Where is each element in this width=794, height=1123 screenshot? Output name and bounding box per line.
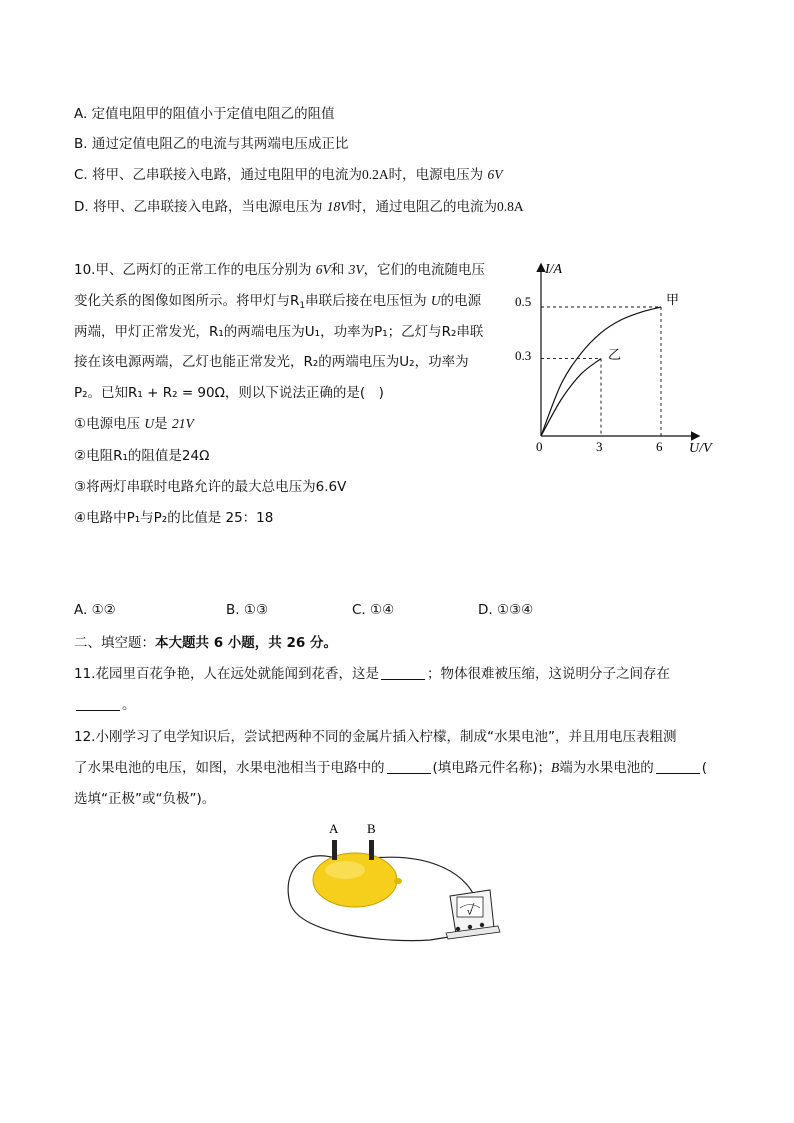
q12-blank-1[interactable] (387, 759, 431, 774)
q10-l1-d: 3V (348, 262, 364, 277)
q10-line-1 (74, 260, 485, 280)
q12-line-2 (74, 758, 707, 778)
q9-d-mid: 时，通过电阻乙的电流为 (348, 199, 498, 215)
q9-option-b: B. 通过定值电阻乙的电流与其两端电压成正比 (74, 136, 349, 152)
x-tick-label-6: 6 (656, 439, 663, 454)
q12-blank-2[interactable] (656, 759, 700, 774)
q10-l1-a: 10.甲、乙两灯的正常工作的电压分别为 (74, 262, 316, 278)
q10-l2-sub: 1 (299, 301, 306, 311)
label-b: B (367, 821, 376, 836)
q12-text-d: B (551, 760, 560, 775)
q10-line-5: P₂。已知R₁ + R₂ = 90Ω，则以下说法正确的是( ) (74, 385, 384, 401)
metal-plate-a (332, 840, 337, 860)
q12-line-3: 选填“正极”或“负极”)。 (74, 791, 216, 807)
q10-line-2 (74, 291, 481, 316)
x-axis-label: U/V (689, 441, 712, 456)
q10-l2-c: U (430, 293, 441, 308)
q12-text-f: ( (701, 760, 708, 776)
lemon (313, 853, 397, 907)
lemon-tip (394, 878, 402, 884)
q10-statement-2: ②电阻R₁的阻值是24Ω (74, 448, 210, 464)
q10-l2-b: 串联后接在电压恒为 (305, 293, 431, 309)
curve-label-yi: 乙 (608, 348, 622, 363)
q9-d-voltage: 18V (326, 199, 349, 214)
q10-s1-c: 是 (154, 416, 172, 432)
q10-l2-a: 变化关系的图像如图所示。将甲灯与R (74, 293, 300, 309)
q12-text-e: 端为水果电池的 (559, 760, 654, 776)
y-tick-label-0-5: 0.5 (515, 294, 532, 309)
voltmeter (446, 890, 500, 939)
label-a: A (329, 821, 339, 836)
iu-graph (505, 255, 735, 460)
q9-c-current: 0.2A (362, 167, 389, 182)
x-tick-label-3: 3 (596, 439, 603, 454)
lemon-battery-figure (280, 818, 510, 953)
q10-choice-b: B. ①③ (226, 602, 269, 618)
metal-plate-b (369, 840, 374, 860)
q11-text-a: 11.花园里百花争艳，人在远处就能闻到花香，这是 (74, 666, 379, 682)
lemon-highlight (325, 861, 365, 879)
q10-l2-d: 的电源 (440, 293, 482, 309)
q10-choice-c: C. ①④ (352, 602, 395, 618)
curve-series-1 (541, 359, 601, 436)
q11-blank-2[interactable] (76, 696, 120, 711)
section-2-desc: 本大题共 6 小题，共 26 分。 (155, 635, 337, 651)
section-2-title: 二、填空题： (74, 635, 155, 651)
q9-option-c (74, 165, 502, 185)
q10-s1-a: ①电源电压 (74, 416, 145, 432)
q10-s1-d: 21V (171, 416, 194, 431)
q10-l1-e: ，它们的电流随电压 (363, 262, 486, 278)
q10-s1-b: U (144, 416, 155, 431)
q12-text-c: (填电路元件名称)； (432, 760, 552, 776)
q10-line-3: 两端，甲灯正常发光，R₁的两端电压为U₁，功率为P₁；乙灯与R₂串联 (74, 324, 484, 340)
y-tick-label-0-3: 0.3 (515, 348, 532, 363)
voltmeter-v-label: V (467, 909, 473, 917)
q9-d-current: 0.8A (497, 199, 524, 214)
q10-choice-a: A. ①② (74, 602, 116, 618)
origin-label: 0 (536, 439, 543, 454)
q9-c-voltage: 6V (487, 167, 503, 182)
q10-statement-3: ③将两灯串联时电路允许的最大总电压为6.6V (74, 479, 347, 495)
q11-text-c: 。 (122, 697, 136, 713)
q11-line-2 (74, 695, 136, 715)
q9-d-text: D. 将甲、乙串联接入电路，当电源电压为 (74, 199, 327, 215)
q9-c-text: C. 将甲、乙串联接入电路，通过电阻甲的电流为 (74, 167, 363, 183)
y-axis-label: I/A (545, 262, 563, 277)
q11-text-b: ；物体很难被压缩，这说明分子之间存在 (426, 666, 670, 682)
q12-line-1: 12.小刚学习了电学知识后，尝试把两种不同的金属片插入柠檬，制成“水果电池”，并且用电压表粗测 (74, 729, 677, 745)
q9-c-mid: 时，电源电压为 (388, 167, 488, 183)
q10-line-4: 接在该电源两端，乙灯也能正常发光，R₂的两端电压为U₂，功率为 (74, 354, 469, 370)
q11-line-1 (74, 664, 670, 684)
q9-option-d (74, 197, 524, 217)
q11-blank-1[interactable] (381, 665, 425, 680)
curve-label-jia: 甲 (666, 293, 680, 308)
q10-l1-c: 和 (330, 262, 349, 278)
q10-statement-1 (74, 414, 194, 434)
guide-lines (541, 307, 661, 436)
q10-choice-d: D. ①③④ (478, 602, 534, 618)
section-2-heading (74, 633, 337, 653)
q12-text-b: 了水果电池的电压，如图，水果电池相当于电路中的 (74, 760, 385, 776)
q10-l1-b: 6V (315, 262, 331, 277)
q9-option-a: A. 定值电阻甲的阻值小于定值电阻乙的阻值 (74, 106, 335, 122)
q10-statement-4: ④电路中P₁与P₂的比值是 25：18 (74, 510, 274, 526)
